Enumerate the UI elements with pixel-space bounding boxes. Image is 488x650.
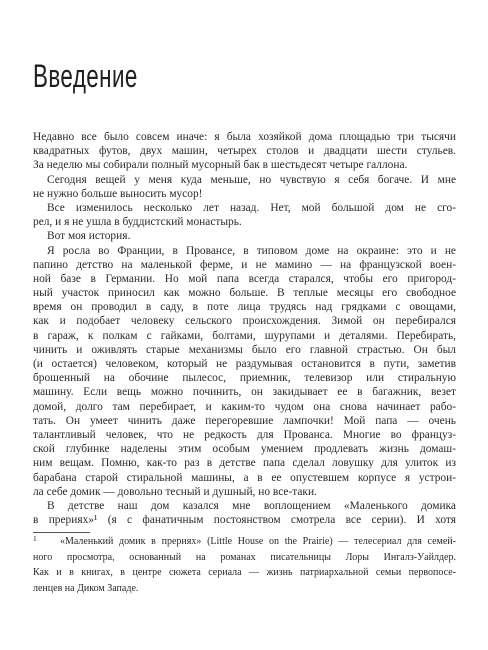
text-line: в гараж, к полкам с гайками, болтами, шурупами и деталями. Перебирать, <box>33 329 456 342</box>
text-line: (и остается) человеком, который не раздумывая остановится в пути, заметив <box>33 358 456 370</box>
footnote-text: «Маленький домик в прериях» (Little House on the Prairie) — телесериал для семей- <box>60 536 456 547</box>
text-line: Я росла во Франции, в Провансе, в типовом доме на окраине: это и не <box>47 244 456 257</box>
text-line: барабана старой стиральной машины, а в ее опустевшем корпусе я устрои- <box>33 471 456 484</box>
text-line: время он проводил в саду, в поте лица трудясь над грядками с овощами, <box>33 301 456 314</box>
text-line: В детстве наш дом казался мне воплощением «Маленького домика <box>47 499 456 512</box>
text-line: талантливый человек, что не редкость для Прованса. Многие во француз- <box>33 428 456 441</box>
text-line: ной базе в Германии. Но мой папа всегда старался, чтобы его пригород- <box>33 272 456 285</box>
text-line: ла себе домик — довольно тесный и душный, но все-таки. <box>33 485 317 498</box>
footnote-line: ного просмотра, основанный на романах писательницы Лоры Ингалз-Уайлдер. <box>33 551 456 563</box>
footnote-separator <box>33 532 90 533</box>
chapter-title: Введение <box>33 58 138 94</box>
footnote <box>33 534 456 596</box>
text-line: ской глубинке наделены этим особым умением продлевать жизнь домаш- <box>33 443 456 456</box>
paragraph <box>33 201 456 229</box>
footnote-line: ленцев на Диком Западе. <box>33 582 139 594</box>
text-line: домой, долго там перебирает, и каким-то чудом она снова начинает рабо- <box>33 400 456 413</box>
paragraph <box>33 130 456 173</box>
text-line: папино детство на маленькой ферме, и не мамино — на французской воен- <box>33 258 456 271</box>
text-line: машину. Если вещь можно починить, он закидывает ее в багажник, везет <box>33 386 456 399</box>
text-line: Вот моя история. <box>47 230 131 243</box>
text-line: Сегодня вещей у меня куда меньше, но чувствую я себя богаче. И мне <box>47 173 456 186</box>
paragraph <box>33 229 456 243</box>
text-line: рел, и я не ушла в буддистский монастырь. <box>33 216 242 229</box>
text-line: не нужно больше выносить мусор! <box>33 187 203 200</box>
text-line: ним вещам. Помню, как-то раз в детстве папа сделал ловушку для улиток из <box>33 457 456 470</box>
footnote-line: Как и в книгах, в центре сюжета сериала — жизнь патриархальной семьи первопосе- <box>33 567 456 578</box>
text-line: чинить и оживлять старые механизмы было его главной страстью. Он был <box>33 343 456 356</box>
paragraph <box>33 244 456 499</box>
footnote-marker: 1 <box>33 534 37 543</box>
text-line: Все изменилось несколько лет назад. Нет, мой большой дом не сго- <box>47 201 456 214</box>
text-line: брошенный на обочине пылесос, приемник, телевизор или стиральную <box>33 372 456 385</box>
text-line: тать. Он умеет чинить даже перегоревшие лампочки! Мой папа — очень <box>33 414 456 427</box>
body-text <box>33 130 456 527</box>
text-line: как и подобает человеку сельского происхождения. Зимой он перебирался <box>33 315 456 328</box>
text-line: в прериях»¹ (я с фанатичным постоянством смотрела все серии). И хотя <box>33 514 456 527</box>
text-line: ный участок приносил как можно больше. В теплые месяцы его свободное <box>33 287 456 300</box>
paragraph <box>33 499 456 527</box>
paragraph <box>33 173 456 201</box>
text-line: квадратных футов, двух машин, четырех столов и двадцати шести стульев. <box>33 145 456 158</box>
text-line: За неделю мы собирали полный мусорный бак в шестьдесят четыре галлона. <box>33 159 408 172</box>
text-line: Недавно все было совсем иначе: я была хозяйкой дома площадью три тысячи <box>33 131 456 143</box>
footnote-line <box>33 534 456 550</box>
